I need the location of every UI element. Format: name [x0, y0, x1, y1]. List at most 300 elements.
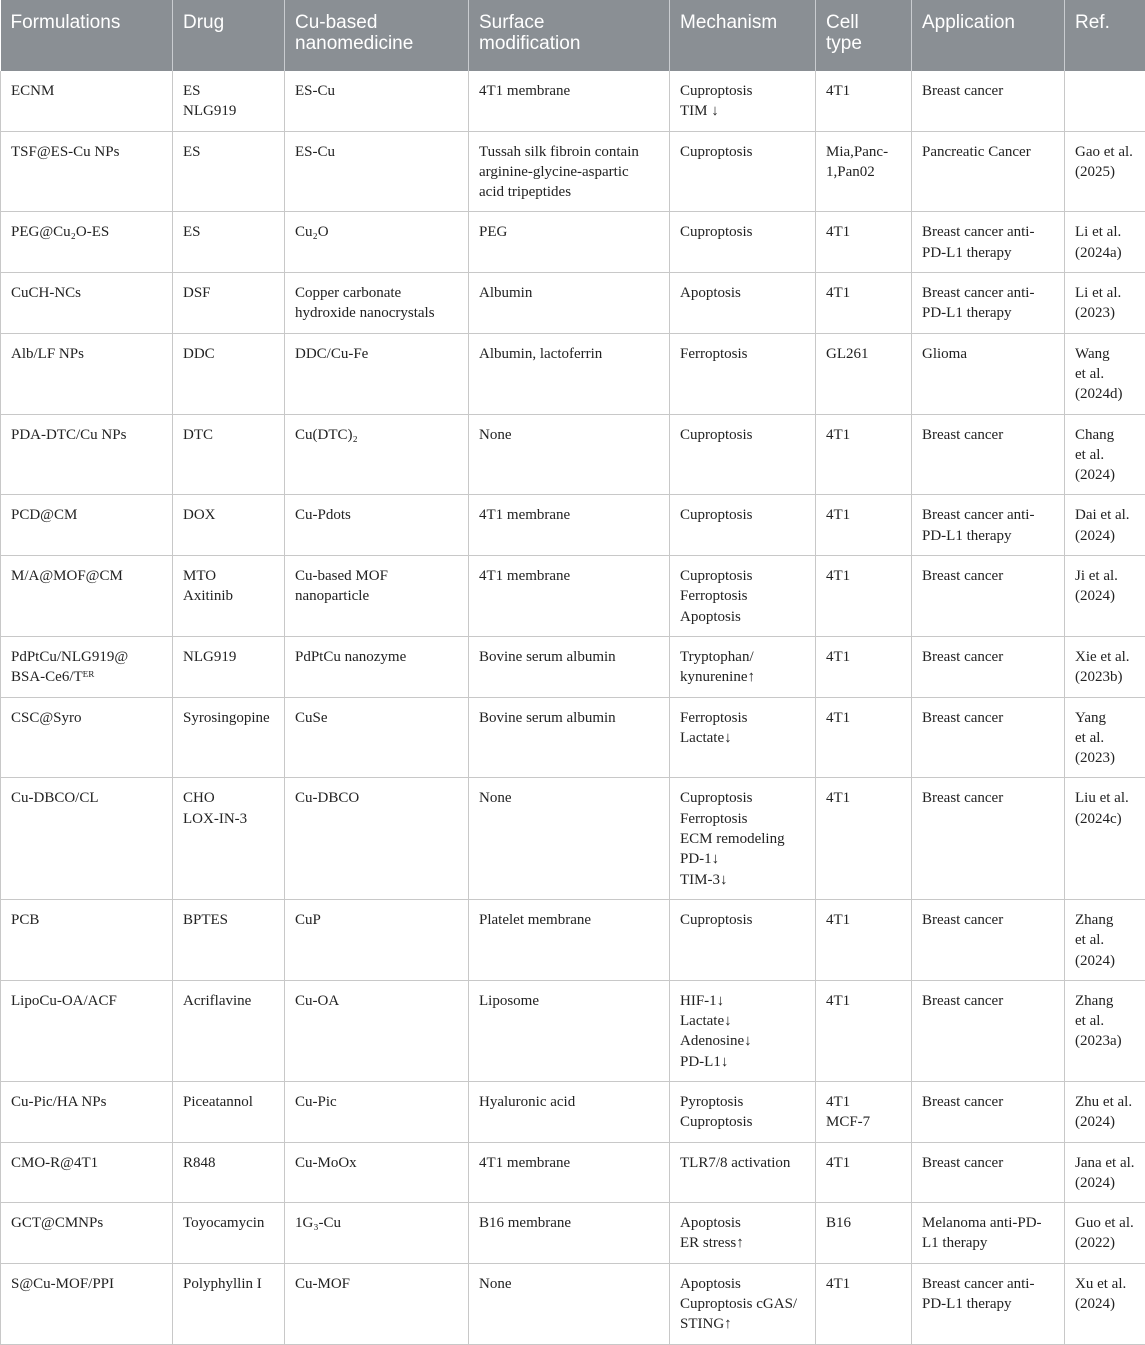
cell-drug — [173, 1142, 285, 1203]
table-row — [1, 273, 1145, 334]
cell-line: CHO — [183, 788, 274, 808]
cell-cell-type — [816, 636, 912, 697]
cell-reference — [1065, 71, 1145, 131]
cell-line: LipoCu-OA/ACF — [11, 991, 162, 1011]
cell-line: Cu₂O — [295, 222, 458, 242]
cell-formulation — [1, 636, 173, 697]
cell-line: DDC — [183, 344, 274, 364]
cell-line: (2023a) — [1075, 1031, 1135, 1051]
cell-line: Cu-Pic/HA NPs — [11, 1092, 162, 1112]
cell-formulation — [1, 495, 173, 556]
table-row — [1, 1142, 1145, 1203]
cell-surface-modification — [469, 71, 670, 131]
cell-line: Zhang — [1075, 910, 1135, 930]
cell-application — [912, 636, 1065, 697]
cell-line: (2025) — [1075, 162, 1135, 182]
cell-formulation — [1, 1142, 173, 1203]
cell-surface-modification — [469, 131, 670, 212]
cell-application — [912, 212, 1065, 273]
cell-reference — [1065, 131, 1145, 212]
cell-line: PD-1↓ — [680, 849, 805, 869]
cell-cell-type — [816, 212, 912, 273]
cell-drug — [173, 980, 285, 1081]
cell-line: et al. — [1075, 728, 1135, 748]
cell-reference — [1065, 495, 1145, 556]
cell-surface-modification — [469, 1142, 670, 1203]
cell-line: et al. — [1075, 364, 1135, 384]
cell-line: ES-Cu — [295, 81, 458, 101]
cell-line: Formulations — [11, 12, 163, 33]
cell-line: Cu-based — [295, 12, 458, 33]
cell-line: TIM-3↓ — [680, 870, 805, 890]
cell-line: et al. — [1075, 445, 1135, 465]
cell-line: 4T1 — [826, 1274, 901, 1294]
table-row — [1, 212, 1145, 273]
cell-line: (2023) — [1075, 303, 1135, 323]
cell-line: Acriflavine — [183, 991, 274, 1011]
cell-line: Breast cancer — [922, 788, 1054, 808]
cell-line: Cell — [826, 12, 901, 33]
cell-mechanism — [670, 1203, 816, 1264]
cell-drug — [173, 636, 285, 697]
cell-line: None — [479, 788, 659, 808]
cell-application — [912, 697, 1065, 778]
cell-line: Polyphyllin I — [183, 1274, 274, 1294]
cell-line: Cuproptosis — [680, 222, 805, 242]
cell-line: (2024) — [1075, 465, 1135, 485]
cell-cu-nanomedicine — [285, 1081, 469, 1142]
cell-line: Application — [922, 12, 1054, 33]
cell-line: Cu-DBCO/CL — [11, 788, 162, 808]
cell-formulation — [1, 414, 173, 495]
header-row — [1, 0, 1145, 71]
cell-line: (2024a) — [1075, 243, 1135, 263]
cell-line: ECM remodeling — [680, 829, 805, 849]
cell-mechanism — [670, 556, 816, 637]
cell-line: Breast cancer anti- — [922, 283, 1054, 303]
cell-line: (2024d) — [1075, 384, 1135, 404]
cell-cell-type — [816, 980, 912, 1081]
cell-line: 4T1 — [826, 708, 901, 728]
cell-line: 4T1 membrane — [479, 1153, 659, 1173]
cell-formulation — [1, 697, 173, 778]
cell-line: Cuproptosis — [680, 910, 805, 930]
cell-cu-nanomedicine — [285, 1263, 469, 1344]
cell-line: LOX-IN-3 — [183, 809, 274, 829]
cell-application — [912, 1263, 1065, 1344]
cell-line: PDA-DTC/Cu NPs — [11, 425, 162, 445]
cell-drug — [173, 899, 285, 980]
cell-line: ER stress↑ — [680, 1233, 805, 1253]
cell-line: Hyaluronic acid — [479, 1092, 659, 1112]
cell-application — [912, 899, 1065, 980]
cell-line: PD-L1 therapy — [922, 1294, 1054, 1314]
cell-line: Breast cancer — [922, 991, 1054, 1011]
table-row — [1, 636, 1145, 697]
cell-formulation — [1, 1203, 173, 1264]
cell-cell-type — [816, 556, 912, 637]
cell-line: Lactate↓ — [680, 728, 805, 748]
cell-line: Breast cancer — [922, 566, 1054, 586]
table-row — [1, 1203, 1145, 1264]
cell-mechanism — [670, 414, 816, 495]
cell-formulation — [1, 980, 173, 1081]
cell-formulation — [1, 899, 173, 980]
cell-line: (2024) — [1075, 1112, 1135, 1132]
cell-line: 1,Pan02 — [826, 162, 901, 182]
cell-line: 1G₃-Cu — [295, 1213, 458, 1233]
cell-line: Zhang — [1075, 991, 1135, 1011]
cell-line: Apoptosis — [680, 1213, 805, 1233]
cell-line: et al. — [1075, 1011, 1135, 1031]
cell-line: 4T1 membrane — [479, 566, 659, 586]
cell-reference — [1065, 1142, 1145, 1203]
cell-line: (2024) — [1075, 951, 1135, 971]
cell-line: Pyroptosis — [680, 1092, 805, 1112]
table-row — [1, 980, 1145, 1081]
cell-line: Melanoma anti-PD- — [922, 1213, 1054, 1233]
cell-cu-nanomedicine — [285, 980, 469, 1081]
cell-surface-modification — [469, 495, 670, 556]
cell-drug — [173, 333, 285, 414]
cell-line: Breast cancer anti- — [922, 222, 1054, 242]
cell-line: Adenosine↓ — [680, 1031, 805, 1051]
cell-line: Chang — [1075, 425, 1135, 445]
cell-line: ECNM — [11, 81, 162, 101]
cell-mechanism — [670, 1263, 816, 1344]
cell-cell-type — [816, 414, 912, 495]
cell-mechanism — [670, 495, 816, 556]
cell-cell-type — [816, 1263, 912, 1344]
cell-surface-modification — [469, 273, 670, 334]
cell-mechanism — [670, 980, 816, 1081]
cell-mechanism — [670, 778, 816, 899]
cell-cell-type — [816, 1203, 912, 1264]
cell-line: Cu-MoOx — [295, 1153, 458, 1173]
cell-reference — [1065, 333, 1145, 414]
cell-line: Cu(DTC)₂ — [295, 425, 458, 445]
cell-cell-type — [816, 697, 912, 778]
cell-surface-modification — [469, 899, 670, 980]
cell-line: PdPtCu nanozyme — [295, 647, 458, 667]
cell-line: Breast cancer — [922, 1153, 1054, 1173]
cell-cu-nanomedicine — [285, 636, 469, 697]
cell-mechanism — [670, 899, 816, 980]
cell-application — [912, 131, 1065, 212]
cell-line: Liu et al. — [1075, 788, 1135, 808]
cell-line: Liposome — [479, 991, 659, 1011]
table-row — [1, 778, 1145, 899]
cell-line: Lactate↓ — [680, 1011, 805, 1031]
table-row — [1, 71, 1145, 131]
cell-line: Glioma — [922, 344, 1054, 364]
cell-cu-nanomedicine — [285, 778, 469, 899]
cell-line: Cuproptosis — [680, 505, 805, 525]
cell-line: Breast cancer — [922, 647, 1054, 667]
cell-mechanism — [670, 273, 816, 334]
cell-cell-type — [816, 899, 912, 980]
cell-line: 4T1 — [826, 566, 901, 586]
cell-line: Ji et al. — [1075, 566, 1135, 586]
cell-cu-nanomedicine — [285, 697, 469, 778]
cell-line: Breast cancer — [922, 708, 1054, 728]
cell-application — [912, 1203, 1065, 1264]
column-header-mechanism — [670, 0, 816, 71]
cell-line: BPTES — [183, 910, 274, 930]
cell-application — [912, 1142, 1065, 1203]
cell-line: Cu-OA — [295, 991, 458, 1011]
cell-line: 4T1 — [826, 991, 901, 1011]
cell-formulation — [1, 556, 173, 637]
cell-line: hydroxide nanocrystals — [295, 303, 458, 323]
cell-cell-type — [816, 495, 912, 556]
cell-line: Zhu et al. — [1075, 1092, 1135, 1112]
cell-line: ES — [183, 222, 274, 242]
cell-reference — [1065, 697, 1145, 778]
cell-drug — [173, 556, 285, 637]
cell-line: Ferroptosis — [680, 809, 805, 829]
cell-cell-type — [816, 1081, 912, 1142]
cell-reference — [1065, 636, 1145, 697]
cell-mechanism — [670, 1142, 816, 1203]
cell-mechanism — [670, 131, 816, 212]
cell-line: Drug — [183, 12, 274, 33]
cell-line: (2024c) — [1075, 809, 1135, 829]
cell-line: kynurenine↑ — [680, 667, 805, 687]
cell-line: (2023) — [1075, 748, 1135, 768]
cell-reference — [1065, 1263, 1145, 1344]
cell-line: Axitinib — [183, 586, 274, 606]
table-header — [1, 0, 1145, 71]
table-body — [1, 71, 1145, 1344]
cell-reference — [1065, 899, 1145, 980]
cell-line: Li et al. — [1075, 222, 1135, 242]
cell-application — [912, 414, 1065, 495]
cell-line: 4T1 — [826, 910, 901, 930]
cell-line: Xie et al. — [1075, 647, 1135, 667]
cell-line: B16 — [826, 1213, 901, 1233]
cell-line: Apoptosis — [680, 283, 805, 303]
cell-mechanism — [670, 212, 816, 273]
cell-line: Copper carbonate — [295, 283, 458, 303]
cell-mechanism — [670, 636, 816, 697]
cell-line: Bovine serum albumin — [479, 647, 659, 667]
cell-line: Gao et al. — [1075, 142, 1135, 162]
cell-reference — [1065, 1081, 1145, 1142]
cell-line: Cuproptosis — [680, 142, 805, 162]
cell-line: Albumin — [479, 283, 659, 303]
cell-reference — [1065, 273, 1145, 334]
cell-drug — [173, 71, 285, 131]
cell-line: Cu-MOF — [295, 1274, 458, 1294]
cell-line: Cu-based MOF — [295, 566, 458, 586]
cell-application — [912, 273, 1065, 334]
cell-line: CSC@Syro — [11, 708, 162, 728]
cell-surface-modification — [469, 333, 670, 414]
cell-line: Apoptosis — [680, 1274, 805, 1294]
column-header-cu-nanomedicine — [285, 0, 469, 71]
cell-cell-type — [816, 333, 912, 414]
column-header-reference — [1065, 0, 1145, 71]
cell-line: DDC/Cu-Fe — [295, 344, 458, 364]
cell-line: Cuproptosis cGAS/ — [680, 1294, 805, 1314]
cell-line: 4T1 — [826, 81, 901, 101]
cell-line: Cuproptosis — [680, 788, 805, 808]
cell-mechanism — [670, 71, 816, 131]
cell-reference — [1065, 778, 1145, 899]
column-header-drug — [173, 0, 285, 71]
cell-line: acid tripeptides — [479, 182, 659, 202]
cell-line: PEG — [479, 222, 659, 242]
table-row — [1, 1263, 1145, 1344]
cell-line: (2023b) — [1075, 667, 1135, 687]
cell-line: CuSe — [295, 708, 458, 728]
cell-line: GL261 — [826, 344, 901, 364]
cell-application — [912, 778, 1065, 899]
cell-line: PEG@Cu₂O-ES — [11, 222, 162, 242]
cell-line: Ferroptosis — [680, 708, 805, 728]
cell-surface-modification — [469, 980, 670, 1081]
cell-line: Toyocamycin — [183, 1213, 274, 1233]
cell-application — [912, 1081, 1065, 1142]
cell-line: (2024) — [1075, 1294, 1135, 1314]
cell-reference — [1065, 1203, 1145, 1264]
cell-line: Breast cancer — [922, 1092, 1054, 1112]
table-row — [1, 495, 1145, 556]
cell-line: Li et al. — [1075, 283, 1135, 303]
cell-surface-modification — [469, 556, 670, 637]
cell-line: NLG919 — [183, 101, 274, 121]
cell-line: PCB — [11, 910, 162, 930]
cell-application — [912, 333, 1065, 414]
cell-formulation — [1, 212, 173, 273]
cell-formulation — [1, 131, 173, 212]
cell-line: Tussah silk fibroin contain — [479, 142, 659, 162]
cell-line: Xu et al. — [1075, 1274, 1135, 1294]
cell-line: 4T1 — [826, 505, 901, 525]
cell-cu-nanomedicine — [285, 495, 469, 556]
cell-line: M/A@MOF@CM — [11, 566, 162, 586]
cell-formulation — [1, 778, 173, 899]
cell-line: Breast cancer anti- — [922, 1274, 1054, 1294]
cell-line: Cuproptosis — [680, 425, 805, 445]
cell-application — [912, 495, 1065, 556]
cell-line: MCF-7 — [826, 1112, 901, 1132]
cell-line: Bovine serum albumin — [479, 708, 659, 728]
cell-surface-modification — [469, 1203, 670, 1264]
cell-line: Breast cancer — [922, 81, 1054, 101]
column-header-cell-type — [816, 0, 912, 71]
cell-surface-modification — [469, 414, 670, 495]
cell-line: Piceatannol — [183, 1092, 274, 1112]
cell-line: Albumin, lactoferrin — [479, 344, 659, 364]
cell-line: CuCH-NCs — [11, 283, 162, 303]
cell-mechanism — [670, 333, 816, 414]
cell-line: 4T1 — [826, 788, 901, 808]
table-row — [1, 1081, 1145, 1142]
cell-cu-nanomedicine — [285, 273, 469, 334]
column-header-formulation — [1, 0, 173, 71]
cell-line: modification — [479, 33, 659, 54]
cell-line: nanoparticle — [295, 586, 458, 606]
cell-line: B16 membrane — [479, 1213, 659, 1233]
cell-cu-nanomedicine — [285, 1142, 469, 1203]
cell-line: R848 — [183, 1153, 274, 1173]
cell-line: TLR7/8 activation — [680, 1153, 805, 1173]
cell-line: HIF-1↓ — [680, 991, 805, 1011]
cell-reference — [1065, 556, 1145, 637]
cell-line: et al. — [1075, 930, 1135, 950]
cell-line: nanomedicine — [295, 33, 458, 54]
cell-drug — [173, 1081, 285, 1142]
cell-mechanism — [670, 697, 816, 778]
cell-drug — [173, 778, 285, 899]
cell-mechanism — [670, 1081, 816, 1142]
cell-line: PD-L1 therapy — [922, 526, 1054, 546]
cell-line: 4T1 — [826, 283, 901, 303]
cell-cu-nanomedicine — [285, 899, 469, 980]
cell-line: Cu-DBCO — [295, 788, 458, 808]
cell-reference — [1065, 980, 1145, 1081]
cell-application — [912, 71, 1065, 131]
cell-formulation — [1, 1081, 173, 1142]
table-row — [1, 131, 1145, 212]
cell-line: Ref. — [1075, 12, 1136, 33]
cell-line: Breast cancer — [922, 425, 1054, 445]
cell-cu-nanomedicine — [285, 212, 469, 273]
cell-line: DSF — [183, 283, 274, 303]
cell-line: Jana et al. — [1075, 1153, 1135, 1173]
cell-line: 4T1 — [826, 1153, 901, 1173]
cell-line: 4T1 — [826, 647, 901, 667]
cell-surface-modification — [469, 212, 670, 273]
cell-line: Mechanism — [680, 12, 805, 33]
cell-formulation — [1, 333, 173, 414]
cell-line: CuP — [295, 910, 458, 930]
cell-cell-type — [816, 1142, 912, 1203]
cell-line: 4T1 — [826, 425, 901, 445]
cell-line: ES-Cu — [295, 142, 458, 162]
cell-cell-type — [816, 71, 912, 131]
cell-line: DTC — [183, 425, 274, 445]
cell-drug — [173, 131, 285, 212]
cell-line: 4T1 membrane — [479, 81, 659, 101]
cell-line: 4T1 membrane — [479, 505, 659, 525]
cell-cu-nanomedicine — [285, 333, 469, 414]
cell-line: Dai et al. — [1075, 505, 1135, 525]
cell-application — [912, 980, 1065, 1081]
cell-line: Cuproptosis — [680, 81, 805, 101]
cell-line: Alb/LF NPs — [11, 344, 162, 364]
cell-line: Cuproptosis — [680, 566, 805, 586]
cell-line: PCD@CM — [11, 505, 162, 525]
cell-line: STING↑ — [680, 1314, 805, 1334]
cell-application — [912, 556, 1065, 637]
cell-drug — [173, 273, 285, 334]
cell-reference — [1065, 414, 1145, 495]
cell-line: MTO — [183, 566, 274, 586]
cell-line: arginine-glycine-aspartic — [479, 162, 659, 182]
cell-surface-modification — [469, 697, 670, 778]
cell-drug — [173, 1203, 285, 1264]
cell-line: PdPtCu/NLG919@ — [11, 647, 162, 667]
cell-cell-type — [816, 273, 912, 334]
cell-line: 4T1 — [826, 1092, 901, 1112]
cell-line: GCT@CMNPs — [11, 1213, 162, 1233]
cell-line: TIM ↓ — [680, 101, 805, 121]
cell-line: Pancreatic Cancer — [922, 142, 1054, 162]
cell-line: CMO-R@4T1 — [11, 1153, 162, 1173]
